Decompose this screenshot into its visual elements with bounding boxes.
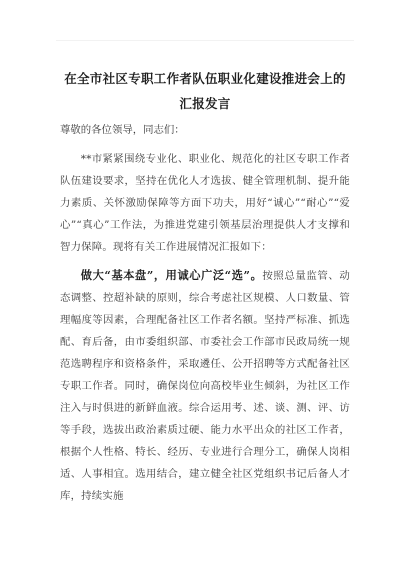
paragraph-text: 按照总量监管、动态调整、控超补缺的原则，综合考虑社区规模、人口数量、管理幅度等因素，合理配备社区工作者名额。坚持严标准、抓选配、育后备，由市委组织部、市委社会工作部市民政局统一规范选聘程序和资格条件，采取遴任、公开招聘等方式配备社区专职工作者。同时，确保岗位向高校毕业生倾斜，为社区工作注入与时俱进的新鲜血液。综合运用考、述、谈、测、评、访等手段，选拔出政治素质过硬、能力水平出众的社区工作者，根据个人性格、特长、经历、专业进行合理分工，确保人岗相适、人事相宜。选用结合，建立健全社区党组织书记后备人才库，持续实施 — [60, 270, 350, 502]
paragraph-intro — [60, 148, 350, 258]
document-body — [60, 118, 350, 507]
paragraph-section-one — [60, 264, 350, 507]
salutation: 尊敬的各位领导，同志们： — [60, 124, 185, 136]
paragraph-text: **市紧紧围绕专业化、职业化、规范化的社区专职工作者队伍建设要求，坚持在优化人才选拔、健全管理机制、提升能力素质、关怀激励保障等方面下功夫，用好“诚心”“耐心”“爱心”“真心”工作法，为推进党建引领基层治理提供人才支撑和智力保障。现将有关工作进展情况汇报如下： — [60, 153, 350, 253]
section-heading: 做大“基本盘”，用诚心广泛“选”。 — [80, 268, 263, 282]
document-title: 在全市社区专职工作者队伍职业化建设推进会上的汇报发言 — [64, 71, 346, 111]
page-texture — [56, 40, 354, 41]
